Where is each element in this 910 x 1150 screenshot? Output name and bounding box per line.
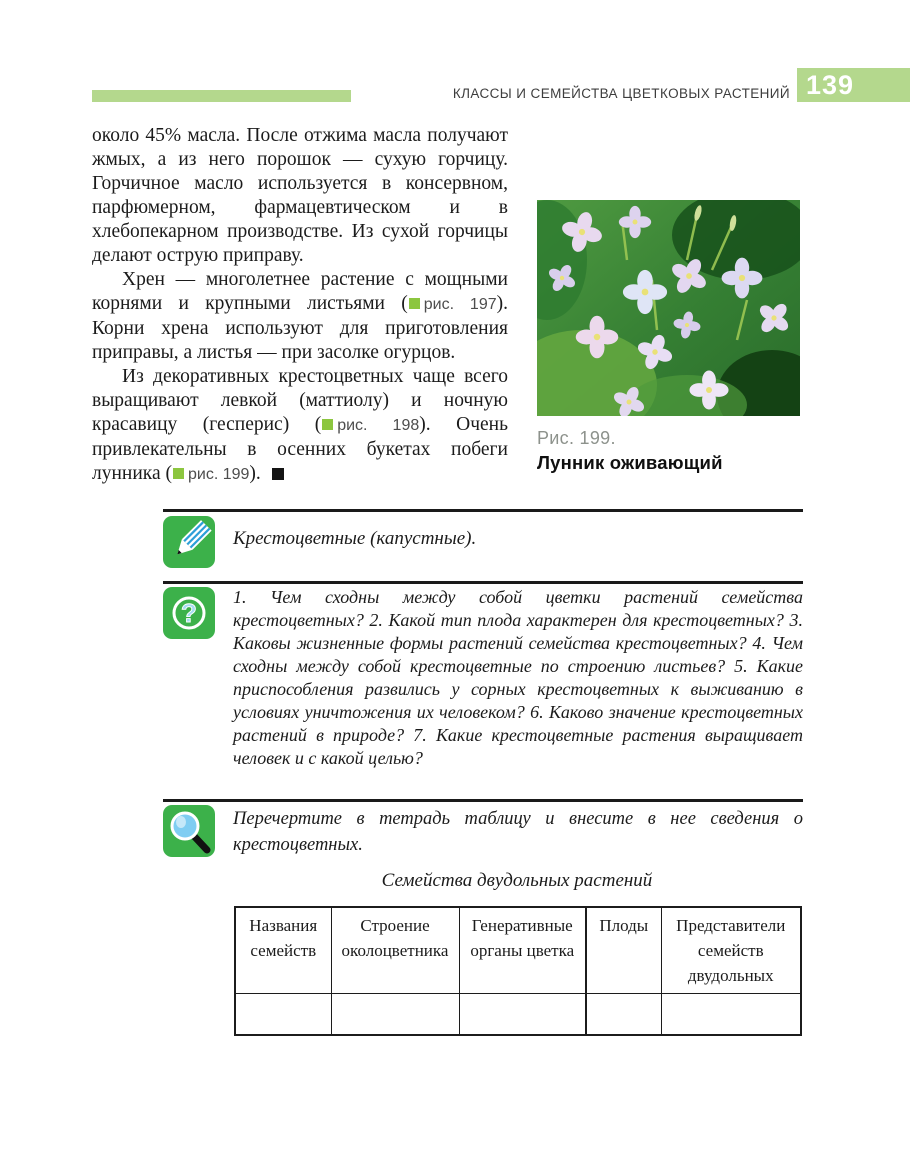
section-end-icon (272, 468, 284, 480)
magnifier-icon (163, 805, 215, 857)
paragraph-text: около 45% масла. После отжима масла получают жмых, а из него порошок — сухую горчицу. Горчичное масло используется в консервном, парфюмерном, фармацевтическом и в хлебопекарном производстве. Из сухой горчицы делают острую приправу. (92, 125, 508, 266)
table-empty-cell (235, 994, 331, 1036)
table-empty-cell (459, 994, 586, 1036)
paragraph-text: Хрен — многолетнее растение с мощными корнями и крупными листьями ( (92, 269, 508, 314)
flowers-illustration (537, 200, 800, 416)
section-divider (163, 581, 803, 584)
pencil-icon (163, 516, 215, 568)
task-text: Перечертите в тетрадь таблицу и внесите в нее сведения о крестоцветных. (233, 809, 803, 855)
paragraph-text: ). (249, 463, 266, 484)
paragraph (92, 124, 508, 268)
figure-ref-label: рис. 197 (423, 296, 497, 313)
page-number: 139 (806, 70, 855, 100)
definition-text: Крестоцветные (капустные). (233, 528, 477, 549)
figure-ref-label: рис. 199 (188, 466, 250, 483)
table-empty-row (235, 994, 801, 1036)
families-table (234, 906, 802, 1036)
paragraph-text: Из декоративных крестоцветных чаще всего выращивают левкой (маттиолу) и ночную красавицу (гесперис) ( (92, 366, 508, 435)
running-head: КЛАССЫ И СЕМЕЙСТВА ЦВЕТКОВЫХ РАСТЕНИЙ (452, 86, 790, 101)
article-text (92, 124, 508, 487)
paragraph-text: ). Корни хрена используют для приготовления приправы, а листья — при засолке огурцов. (92, 293, 508, 363)
figure-ref-marker-icon (322, 419, 333, 430)
figure-ref-label: рис. 198 (337, 417, 420, 434)
table-title: Семейства двудольных растений (381, 870, 653, 891)
section-divider (163, 509, 803, 512)
paragraph-text: ). Очень привлекательны в осенних букетах побеги лунника ( (92, 414, 508, 484)
figure-ref-marker-icon (409, 298, 420, 309)
figure-caption (537, 428, 817, 474)
table-header-row (235, 907, 801, 994)
table-empty-cell (661, 994, 801, 1036)
questions-text: 1. Чем сходны между собой цветки растений семейства крестоцветных? 2. Какой тип плода характерен для крестоцветных? 3. Каковы жизненные формы растений семейства крестоцветных? 4. Чем сходны между собой крестоцветные по строению листьев? 5. Какие приспособления развились у сорных крестоцветных к выживанию в условиях уничтожения их человеком? 6. Каково значение крестоцветных растений в природе? 7. Какие крестоцветные растения выращивает человек и с какой целью? (233, 587, 803, 768)
table-header-cell: Плоды (586, 907, 661, 994)
page-number-badge (797, 68, 910, 102)
table-header-cell: Строение околоцветника (331, 907, 459, 994)
table-header-cell: Названия семейств (235, 907, 331, 994)
figure-ref (172, 463, 249, 484)
svg-text:?: ? (181, 598, 197, 628)
figure-ref (408, 293, 497, 314)
figure-ref (321, 414, 419, 435)
paragraph (92, 268, 508, 365)
table-empty-cell (331, 994, 459, 1036)
table-header-cell: Генеративные органы цветка (459, 907, 586, 994)
question-icon (163, 587, 215, 639)
figure-caption-title: Лунник оживающий (537, 452, 723, 473)
section-divider (163, 799, 803, 802)
figure-caption-number: Рис. 199. (537, 428, 616, 448)
paragraph (92, 365, 508, 487)
table-empty-cell (586, 994, 661, 1036)
figure-ref-marker-icon (173, 468, 184, 479)
table-header-cell: Представители семейств двудольных (661, 907, 801, 994)
figure-photo (537, 200, 800, 416)
